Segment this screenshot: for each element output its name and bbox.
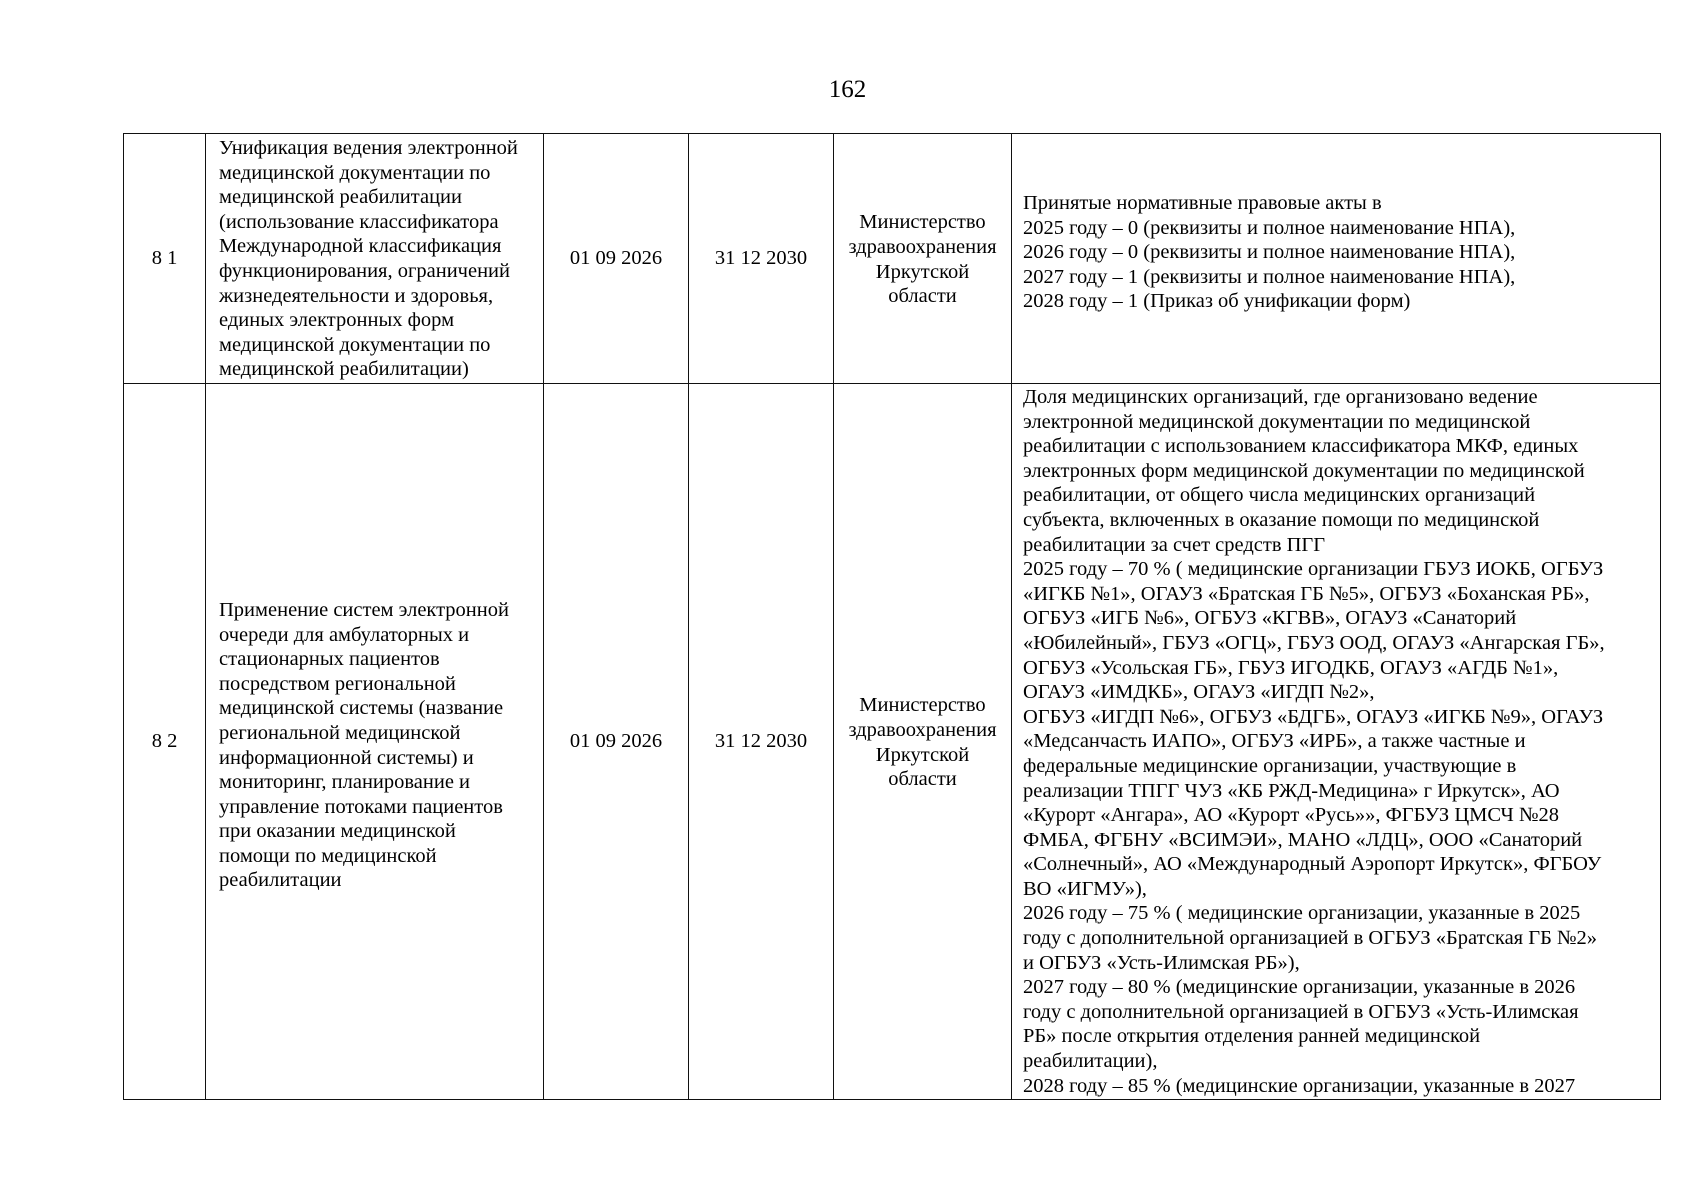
result-text	[1023, 191, 1515, 314]
row-number-cell	[123, 383, 206, 1100]
executor-text	[848, 210, 996, 308]
task-line: управление потоками пациентов	[219, 795, 503, 818]
start-date: 01 09 2026	[569, 247, 663, 270]
result-line: реабилитации с использованием классификатора МКФ, единых	[1023, 435, 1579, 458]
result-line: субъекта, включенных в оказание помощи по медицинской	[1023, 508, 1540, 531]
result-line: 2026 году – 75 % ( медицинские организации, указанные в 2025	[1023, 902, 1581, 925]
result-line: «Курорт «Ангара», АО «Курорт «Русь»», ФГБУЗ ЦМСЧ №28	[1023, 804, 1560, 827]
task-line: медицинской документации по	[219, 161, 491, 184]
executor-line: области	[888, 768, 957, 791]
task-line: при оказании медицинской	[219, 820, 456, 843]
task-line: единых электронных форм	[219, 309, 455, 332]
task-cell	[205, 133, 544, 384]
row-number: 8 1	[151, 247, 178, 270]
result-line: реабилитации за счет средств ПГГ	[1023, 533, 1326, 556]
result-line: реабилитации),	[1023, 1050, 1158, 1073]
result-cell	[1011, 133, 1661, 384]
result-line: электронной медицинской документации по медицинской	[1023, 410, 1531, 433]
task-line: (использование классификатора	[219, 210, 499, 233]
row-number: 8 2	[151, 730, 178, 753]
end-date: 31 12 2030	[714, 247, 808, 270]
task-line: медицинской системы (название	[219, 697, 504, 720]
measures-table	[124, 134, 1662, 1101]
executor-line: Иркутской	[875, 260, 970, 283]
task-line: жизнедеятельности и здоровья,	[219, 284, 494, 307]
result-line: ОГБУЗ «Усольская ГБ», ГБУЗ ИГОДКБ, ОГАУЗ «АГДБ №1»,	[1023, 656, 1559, 679]
result-text	[1023, 385, 1605, 1098]
start-date-cell	[543, 133, 689, 384]
task-line: очереди для амбулаторных и	[219, 623, 470, 646]
task-line: Международной классификация	[219, 235, 502, 258]
executor-line: области	[888, 285, 957, 308]
result-line: ФМБА, ФГБНУ «ВСИМЭИ», МАНО «ЛДЦ», ООО «Санаторий	[1023, 828, 1583, 851]
row-number-cell	[123, 133, 206, 384]
result-line: 2025 году – 70 % ( медицинские организации ГБУЗ ИОКБ, ОГБУЗ	[1023, 558, 1604, 581]
result-line: 2027 году – 1 (реквизиты и полное наименование НПА),	[1023, 265, 1516, 288]
executor-line: Министерство	[859, 694, 986, 717]
result-line: «ИГКБ №1», ОГАУЗ «Братская ГБ №5», ОГБУЗ «Боханская РБ»,	[1023, 582, 1590, 605]
result-line: «Юбилейный», ГБУЗ «ОГЦ», ГБУЗ ООД, ОГАУЗ «Ангарская ГБ»,	[1023, 631, 1605, 654]
result-line: ОГБУЗ «ИГДП №6», ОГБУЗ «БДГБ», ОГАУЗ «ИГКБ №9», ОГАУЗ	[1023, 705, 1604, 728]
executor-line: здравоохранения	[848, 718, 997, 741]
result-line: «Медсанчасть ИАПО», ОГБУЗ «ИРБ», а также частные и	[1023, 730, 1526, 753]
result-line: году с дополнительной организацией в ОГБУЗ «Усть-Илимская	[1023, 1000, 1579, 1023]
result-line: 2026 году – 0 (реквизиты и полное наименование НПА),	[1023, 241, 1516, 264]
result-line: и ОГБУЗ «Усть-Илимская РБ»),	[1023, 951, 1300, 974]
task-line: медицинской документации по	[219, 333, 491, 356]
result-line: федеральные медицинские организации, участвующие в	[1023, 754, 1517, 777]
task-line: стационарных пациентов	[219, 648, 440, 671]
result-line: реализации ТПГГ ЧУЗ «КБ РЖД-Медицина» г Иркутск», АО	[1023, 779, 1560, 802]
result-line: Доля медицинских организаций, где организовано ведение	[1023, 386, 1538, 408]
task-line: медицинской реабилитации	[219, 186, 462, 209]
result-line: году с дополнительной организацией в ОГБУЗ «Братская ГБ №2»	[1023, 927, 1598, 950]
task-line: помощи по медицинской	[219, 844, 437, 867]
task-line: мониторинг, планирование и	[219, 771, 471, 794]
executor-line: Министерство	[859, 211, 986, 234]
task-line: Применение систем электронной	[219, 598, 509, 621]
start-date: 01 09 2026	[569, 730, 663, 753]
task-line: функционирования, ограничений	[219, 259, 510, 282]
result-line: 2028 году – 1 (Приказ об унификации форм)	[1023, 290, 1411, 313]
end-date-cell	[688, 383, 834, 1100]
result-line: ОГАУЗ «ИМДКБ», ОГАУЗ «ИГДП №2»,	[1023, 681, 1375, 704]
task-line: информационной системы) и	[219, 746, 474, 769]
result-line: 2027 году – 80 % (медицинские организации, указанные в 2026	[1023, 976, 1576, 999]
task-line: медицинской реабилитации)	[219, 358, 469, 381]
task-cell	[205, 383, 544, 1100]
result-line: 2028 году – 85 % (медицинские организации, указанные в 2027	[1023, 1074, 1576, 1097]
end-date-cell	[688, 133, 834, 384]
result-line: «Солнечный», АО «Международный Аэропорт Иркутск», ФГБОУ	[1023, 853, 1602, 876]
executor-line: здравоохранения	[848, 235, 997, 258]
result-line: РБ» после открытия отделения ранней медицинской	[1023, 1025, 1481, 1048]
task-line: реабилитации	[219, 869, 342, 892]
result-line: 2025 году – 0 (реквизиты и полное наименование НПА),	[1023, 216, 1516, 239]
task-line: региональной медицинской	[219, 721, 461, 744]
task-text	[219, 136, 518, 382]
page-number: 162	[828, 76, 867, 103]
task-text	[219, 598, 509, 893]
result-line: Принятые нормативные правовые акты в	[1023, 192, 1382, 215]
executor-cell	[833, 133, 1012, 384]
executor-cell	[833, 383, 1012, 1100]
result-line: ОГБУЗ «ИГБ №6», ОГБУЗ «КГВВ», ОГАУЗ «Санаторий	[1023, 607, 1517, 630]
result-line: электронных форм медицинской документации по медицинской	[1023, 459, 1585, 482]
task-line: Унификация ведения электронной	[219, 137, 518, 159]
result-line: ВО «ИГМУ»),	[1023, 877, 1147, 900]
end-date: 31 12 2030	[714, 730, 808, 753]
start-date-cell	[543, 383, 689, 1100]
task-line: посредством региональной	[219, 672, 456, 695]
executor-line: Иркутской	[875, 743, 970, 766]
result-cell	[1011, 383, 1661, 1100]
result-line: реабилитации, от общего числа медицинских организаций	[1023, 484, 1536, 507]
executor-text	[848, 693, 996, 791]
